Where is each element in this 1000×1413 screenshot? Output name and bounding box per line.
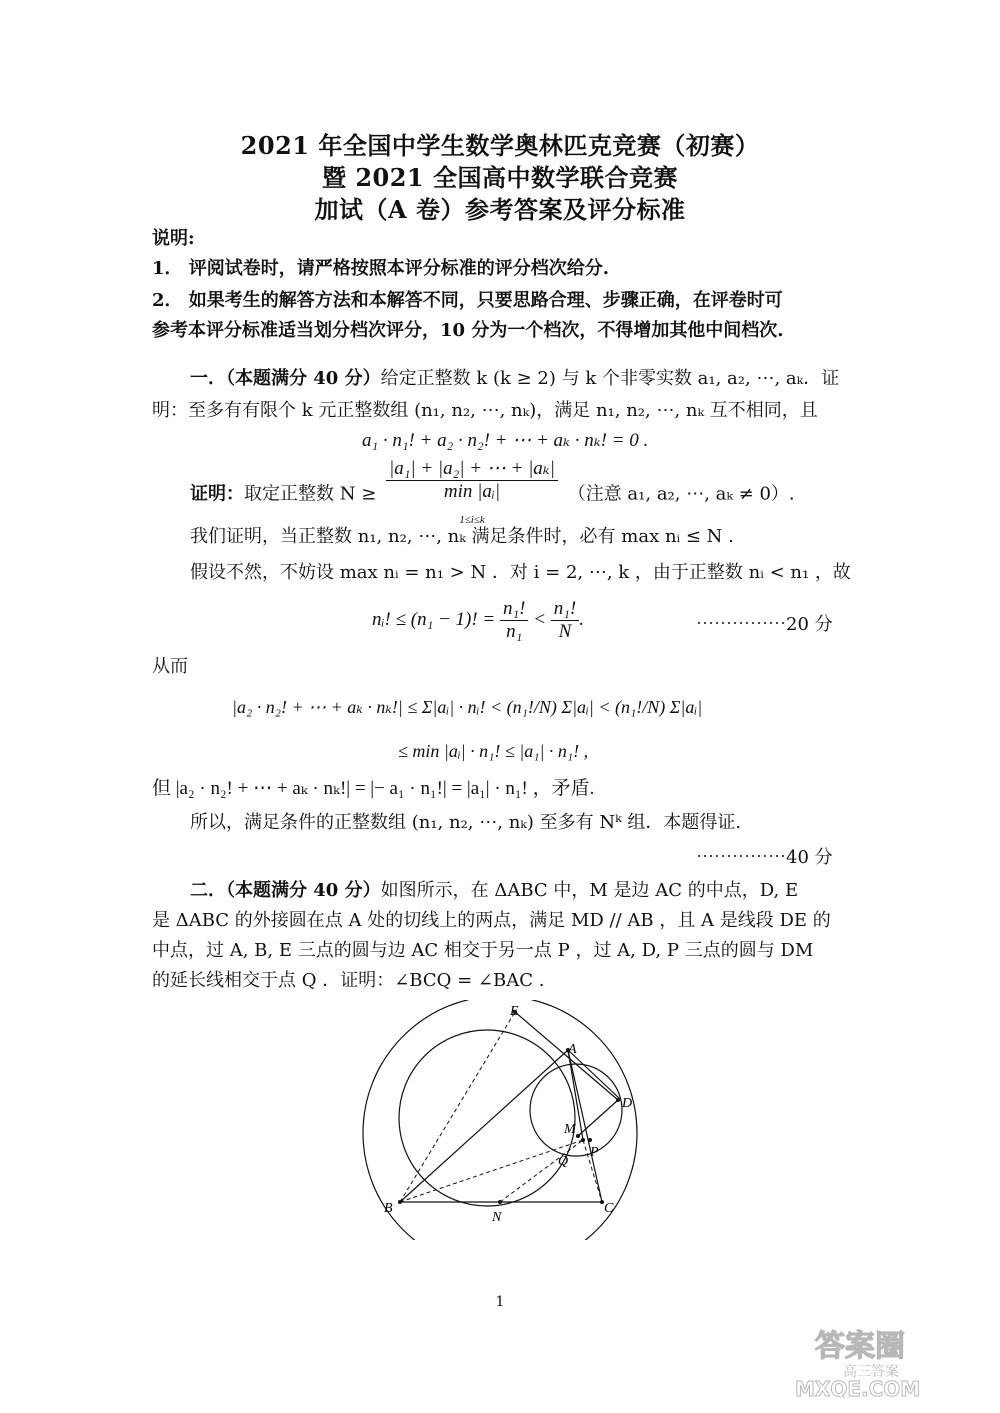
title-line-1: 2021 年全国中学生数学奥林匹克竞赛（初赛）: [240, 131, 760, 160]
label-P: P: [590, 1145, 599, 1160]
segment-AD: [568, 1050, 620, 1099]
problem2-line3: 中点，过 A, B, E 三点的圆与边 AC 相交于另一点 P ，过 A, D, P 三点的圆与 DM: [152, 940, 814, 961]
conclusion-line: 所以，满足条件的正整数组 (n₁, n₂, ⋯, nₖ) 至多有 Nᵏ 组．本题得证.: [190, 812, 742, 833]
label-E: E: [510, 1004, 519, 1019]
contradiction-line: 但 |a₂ · n₂! + ⋯ + aₖ · nₖ!| = |− a₁ · n₁!| = |a₁| · n₁! ，矛盾.: [152, 778, 595, 799]
label-A: A: [568, 1042, 577, 1057]
segment-BA: [400, 1050, 568, 1202]
notes-item-2a: 2． 如果考生的解答方法和本解答不同，只要思路合理、步骤正确，在评卷时可: [152, 290, 783, 311]
watermark-line2: 高三答案: [843, 1364, 899, 1380]
label-Q: Q: [558, 1154, 569, 1169]
problem1-label: 一．（本题满分 40 分）: [190, 368, 381, 389]
dashed-BE: [400, 1012, 515, 1202]
inequality-chain-2: ≤ min |aᵢ| · n₁! ≤ |a₁| · n₁! ,: [398, 741, 589, 761]
point-B: [398, 1200, 402, 1204]
inequality-1: nᵢ! ≤ (n₁ − 1)! = $\frac{\text{n₁!}}{\text{n₁}}$ < $\frac{\text{n₁!}}{N}$ .: [372, 598, 584, 642]
proof-fraction-min: min |aᵢ|: [443, 481, 501, 502]
inequality-chain-1: |a₂ · n₂! + ⋯ + aₖ · nₖ!| ≤ Σ|aᵢ| · nᵢ! < (n₁!/N) Σ|aᵢ| < (n₁!/N) Σ|aᵢ|: [232, 697, 703, 717]
point-P: [588, 1138, 592, 1142]
title-line-3: 加试（A 卷）参考答案及评分标准: [314, 195, 686, 224]
problem2-l1: 如图所示，在 ΔABC 中，M 是边 AC 的中点，D, E: [380, 880, 799, 901]
proof-fraction: [386, 458, 558, 531]
problem1-statement-line2: 明：至多有有限个 k 元正整数组 (n₁, n₂, ⋯, nₖ)，满足 n₁, n₂, ⋯, nₖ 互不相同，且: [152, 400, 818, 421]
watermark-graphic: [785, 1318, 975, 1398]
point-Q: [581, 1138, 585, 1142]
problem2-line4: 的延长线相交于点 Q ．证明：∠BCQ = ∠BAC .: [152, 970, 545, 991]
ineq1-left: nᵢ! ≤ (n₁ − 1)! =: [372, 608, 496, 630]
watermark-line1: 答案圈: [815, 1329, 905, 1364]
problem2-label: 二．（本题满分 40 分）: [190, 880, 381, 901]
proof-pre: 取定正整数 N ≥: [244, 483, 377, 505]
point-D: [616, 1098, 620, 1102]
label-C: C: [604, 1201, 614, 1216]
title-line-2: 暨 2021 全国高中数学联合竞赛: [321, 163, 678, 192]
ineq1-frac-1: [500, 598, 528, 643]
score-40: ⋯⋯⋯⋯⋯40 分: [696, 847, 833, 868]
therefore-label: 从而: [152, 656, 188, 677]
problem2-line2: 是 ΔABC 的外接圆在点 A 处的切线上的两点，满足 MD // AB ，且 A 是线段 DE 的: [152, 910, 831, 931]
ineq1-frac-2-den: N: [558, 621, 572, 642]
ineq1-frac-2-num: n₁!: [551, 598, 579, 621]
notes-heading: 说明:: [152, 228, 195, 249]
problem1-statement-line1: [190, 368, 839, 390]
proof-fraction-numerator: |a₁| + |a₂| + ⋯ + |aₖ|: [386, 458, 558, 481]
tangent-line-ED: [515, 1012, 618, 1100]
problem2-line1: [190, 880, 798, 902]
geometry-figure: [350, 1000, 670, 1240]
notes-item-1: 1． 评阅试卷时，请严格按照本评分标准的评分档次给分.: [152, 258, 610, 279]
dashed-BQ: [400, 1140, 583, 1202]
label-M: M: [564, 1122, 576, 1137]
point-M: [576, 1134, 580, 1138]
ineq1-frac-2: [551, 598, 579, 643]
problem1-equation: a₁ · n₁! + a₂ · n₂! + ⋯ + aₖ · nₖ! = 0 .: [362, 430, 649, 451]
proof-claim: 我们证明，当正整数 n₁, n₂, ⋯, nₖ 满足条件时，必有 max nᵢ ≤ N .: [190, 526, 734, 547]
page-number: 1: [495, 1294, 505, 1310]
point-N: [498, 1200, 502, 1204]
notes-item-2b: 参考本评分标准适当划分档次评分，10 分为一个档次，不得增加其他中间档次.: [152, 320, 784, 341]
problem1-stmt-a: 给定正整数 k (k ≥ 2) 与 k 个非零实数 a₁, a₂, ⋯, aₖ．证: [380, 368, 840, 389]
proof-fraction-denominator: [386, 481, 558, 531]
ineq1-lt: <: [533, 608, 547, 630]
ineq1-frac-1-den: n₁: [506, 621, 523, 642]
score-20: ⋯⋯⋯⋯⋯20 分: [696, 614, 833, 635]
ineq1-frac-1-num: n₁!: [500, 598, 528, 621]
proof-assume: 假设不然，不妨设 max nᵢ = n₁ > N ．对 i = 2, ⋯, k ，由于正整数 nᵢ < n₁ ，故: [190, 562, 851, 583]
label-D: D: [622, 1096, 633, 1111]
watermark-line3: MXQE.COM: [795, 1377, 921, 1398]
dashed-NQ: [500, 1140, 583, 1202]
proof-label: 证明：: [190, 483, 244, 505]
proof-post: （注意 a₁, a₂, ⋯, aₖ ≠ 0）.: [567, 483, 795, 505]
segment-DM: [578, 1100, 618, 1136]
proof-fraction-min-range: 1≤i≤k: [459, 514, 485, 526]
label-B: B: [384, 1201, 393, 1216]
watermark-logo: [785, 1318, 975, 1398]
label-N: N: [492, 1210, 502, 1225]
proof-line: [190, 458, 795, 531]
